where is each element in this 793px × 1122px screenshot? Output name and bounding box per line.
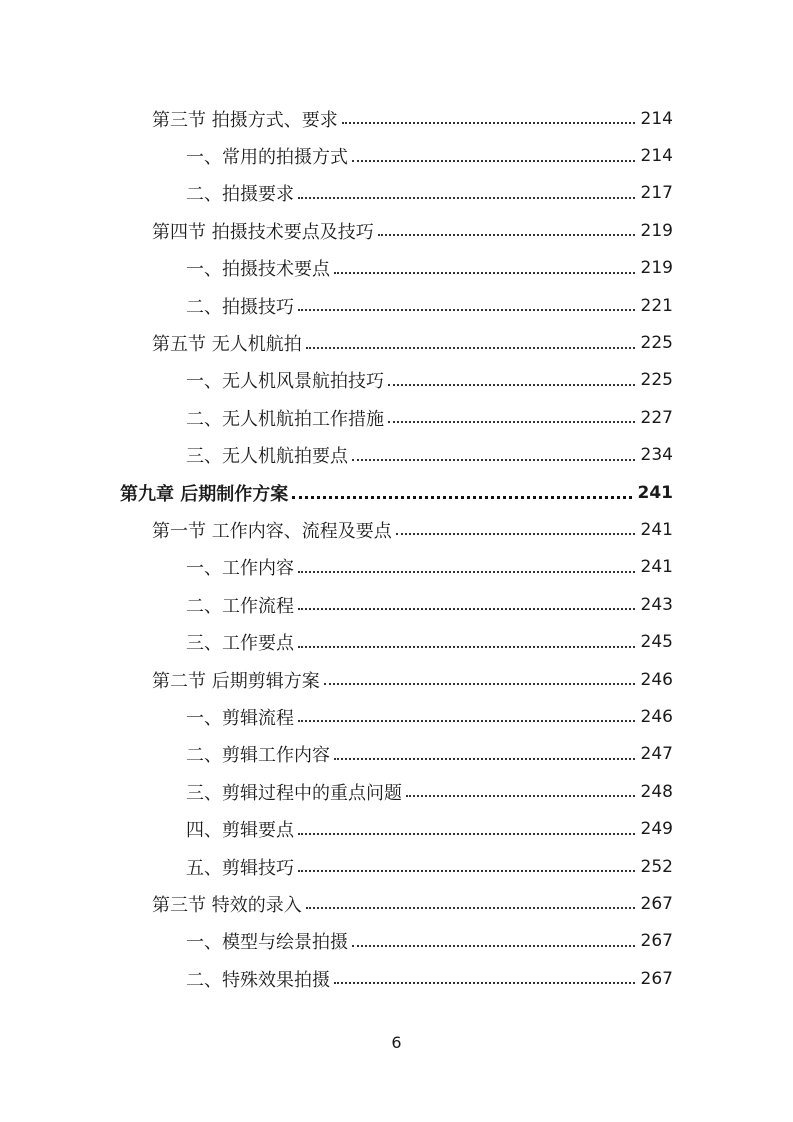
toc-section-entry[interactable] xyxy=(0,885,793,922)
toc-entry-label: 一、剪辑流程 xyxy=(186,707,294,729)
toc-entry-label: 二、工作流程 xyxy=(186,595,294,617)
toc-entry-page-number: 247 xyxy=(640,744,673,765)
toc-entry-label: 三、无人机航拍要点 xyxy=(186,446,348,468)
toc-dot-leader xyxy=(352,159,635,162)
toc-entry-label: 二、剪辑工作内容 xyxy=(186,745,330,767)
toc-subsection-entry[interactable] xyxy=(0,250,793,287)
toc-dot-leader xyxy=(306,346,635,349)
toc-entry-page-number: 267 xyxy=(640,893,673,914)
toc-entry-page-number: 241 xyxy=(640,557,673,578)
toc-dot-leader xyxy=(378,233,635,236)
toc-entry-page-number: 241 xyxy=(637,482,673,503)
toc-entry-page-number: 225 xyxy=(640,333,673,354)
toc-entry-page-number: 267 xyxy=(640,931,673,952)
toc-entry-page-number: 267 xyxy=(640,968,673,989)
toc-subsection-entry[interactable] xyxy=(0,137,793,174)
toc-chapter-entry[interactable] xyxy=(0,474,793,511)
toc-entry-label: 第一节 工作内容、流程及要点 xyxy=(152,520,392,542)
toc-entry-label: 一、拍摄技术要点 xyxy=(186,259,330,281)
toc-dot-leader xyxy=(298,196,635,199)
toc-entry-label: 一、模型与绘景拍摄 xyxy=(186,932,348,954)
toc-entry-page-number: 241 xyxy=(640,519,673,540)
toc-entry-page-number: 246 xyxy=(640,669,673,690)
toc-subsection-entry[interactable] xyxy=(0,848,793,885)
toc-entry-label: 二、拍摄要求 xyxy=(186,184,294,206)
toc-dot-leader xyxy=(298,570,635,573)
toc-entry-page-number: 252 xyxy=(640,856,673,877)
toc-dot-leader xyxy=(334,271,635,274)
toc-entry-page-number: 225 xyxy=(640,370,673,391)
toc-entry-page-number: 214 xyxy=(640,108,673,129)
toc-dot-leader xyxy=(292,495,631,499)
toc-dot-leader xyxy=(306,906,635,909)
toc-entry-label: 四、剪辑要点 xyxy=(186,820,294,842)
toc-entry-page-number: 227 xyxy=(640,407,673,428)
toc-entry-label: 第九章 后期制作方案 xyxy=(120,483,289,505)
toc-subsection-entry[interactable] xyxy=(0,923,793,960)
toc-subsection-entry[interactable] xyxy=(0,810,793,847)
toc-dot-leader xyxy=(334,757,635,760)
toc-entry-page-number: 219 xyxy=(640,258,673,279)
toc-entry-page-number: 219 xyxy=(640,220,673,241)
toc-subsection-entry[interactable] xyxy=(0,399,793,436)
toc-section-entry[interactable] xyxy=(0,511,793,548)
toc-subsection-entry[interactable] xyxy=(0,287,793,324)
toc-entry-label: 三、工作要点 xyxy=(186,633,294,655)
toc-entry-page-number: 245 xyxy=(640,632,673,653)
toc-entry-page-number: 246 xyxy=(640,706,673,727)
toc-subsection-entry[interactable] xyxy=(0,586,793,623)
toc-section-entry[interactable] xyxy=(0,661,793,698)
toc-entry-page-number: 243 xyxy=(640,594,673,615)
toc-subsection-entry[interactable] xyxy=(0,362,793,399)
toc-entry-label: 第五节 无人机航拍 xyxy=(152,334,302,356)
toc-subsection-entry[interactable] xyxy=(0,175,793,212)
toc-dot-leader xyxy=(342,121,635,124)
toc-entry-page-number: 221 xyxy=(640,295,673,316)
toc-dot-leader xyxy=(298,869,635,872)
table-of-contents xyxy=(0,100,793,997)
toc-entry-label: 第二节 后期剪辑方案 xyxy=(152,670,320,692)
toc-section-entry[interactable] xyxy=(0,324,793,361)
toc-entry-label: 第三节 拍摄方式、要求 xyxy=(152,109,338,131)
toc-subsection-entry[interactable] xyxy=(0,623,793,660)
toc-dot-leader xyxy=(298,832,635,835)
toc-dot-leader xyxy=(352,458,635,461)
toc-section-entry[interactable] xyxy=(0,100,793,137)
toc-dot-leader xyxy=(406,794,635,797)
toc-entry-page-number: 248 xyxy=(640,781,673,802)
toc-dot-leader xyxy=(388,420,635,423)
toc-dot-leader xyxy=(298,607,635,610)
toc-entry-label: 二、拍摄技巧 xyxy=(186,296,294,318)
toc-dot-leader xyxy=(298,719,635,722)
toc-dot-leader xyxy=(298,308,635,311)
toc-dot-leader xyxy=(396,532,635,535)
toc-entry-label: 一、无人机风景航拍技巧 xyxy=(186,371,384,393)
toc-entry-label: 第四节 拍摄技术要点及技巧 xyxy=(152,221,374,243)
toc-entry-label: 二、特殊效果拍摄 xyxy=(186,969,330,991)
toc-dot-leader xyxy=(298,645,635,648)
page-number: 6 xyxy=(391,1033,402,1052)
toc-entry-label: 五、剪辑技巧 xyxy=(186,857,294,879)
toc-entry-label: 三、剪辑过程中的重点问题 xyxy=(186,782,402,804)
toc-dot-leader xyxy=(352,944,635,947)
toc-subsection-entry[interactable] xyxy=(0,698,793,735)
toc-subsection-entry[interactable] xyxy=(0,960,793,997)
toc-entry-page-number: 234 xyxy=(640,445,673,466)
toc-entry-label: 第三节 特效的录入 xyxy=(152,894,302,916)
toc-subsection-entry[interactable] xyxy=(0,773,793,810)
toc-dot-leader xyxy=(324,682,635,685)
toc-dot-leader xyxy=(334,981,635,984)
toc-dot-leader xyxy=(388,383,635,386)
toc-subsection-entry[interactable] xyxy=(0,437,793,474)
toc-entry-page-number: 217 xyxy=(640,183,673,204)
toc-entry-label: 一、常用的拍摄方式 xyxy=(186,147,348,169)
toc-subsection-entry[interactable] xyxy=(0,736,793,773)
toc-entry-page-number: 249 xyxy=(640,819,673,840)
toc-entry-page-number: 214 xyxy=(640,146,673,167)
toc-subsection-entry[interactable] xyxy=(0,549,793,586)
toc-section-entry[interactable] xyxy=(0,212,793,249)
toc-entry-label: 一、工作内容 xyxy=(186,558,294,580)
toc-entry-label: 二、无人机航拍工作措施 xyxy=(186,408,384,430)
